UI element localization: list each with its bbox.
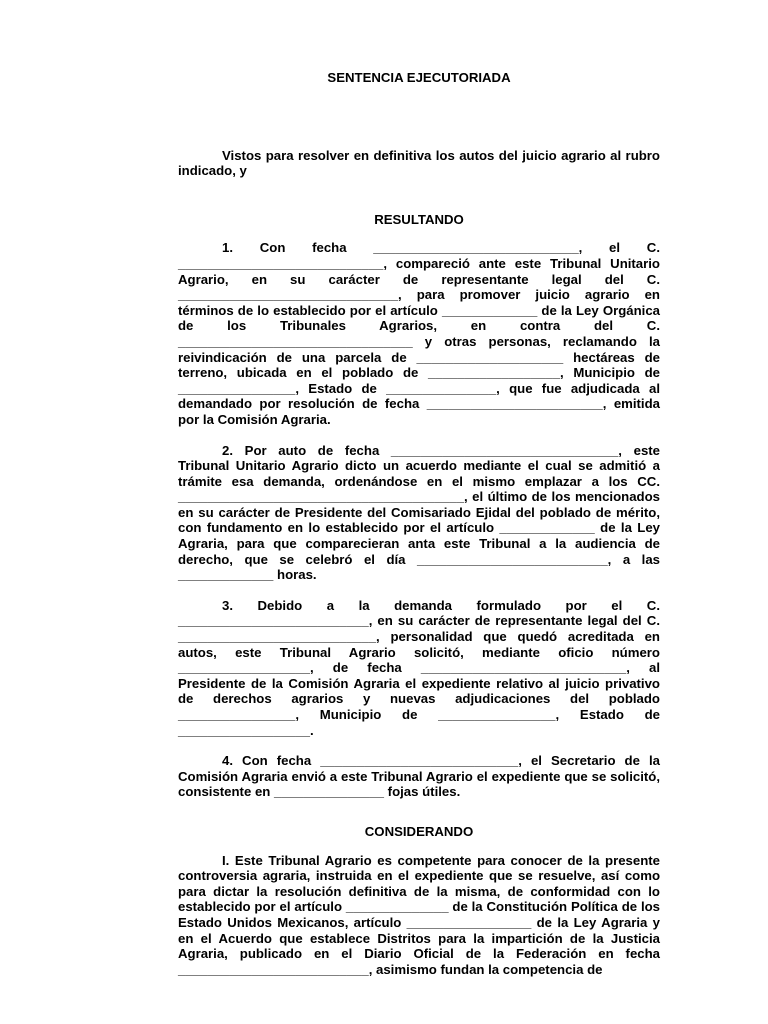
intro-paragraph: Vistos para resolver en definitiva los autos del juicio agrario al rubro indicado, y [178,147,660,179]
paragraph-2: 2. Por auto de fecha _______________________________, este Tribunal Unitario Agrario dicto un acuerdo mediante el cual se admitió a trámite esa demanda, ordenándose en el mismo emplazar a los CC. _______________________________________, el último de los mencionados en su carácter de Presidente del Comisariado Ejidal del poblado de mérito, con fundamento en lo establecido por el artículo _____________ de la Ley Agraria, para que comparecieran anta este Tribunal a la audiencia de derecho, que se celebró el día __________________________, a las _____________ horas. [178,442,660,583]
paragraph-4: 4. Con fecha ___________________________, el Secretario de la Comisión Agraria envió a este Tribunal Agrario el expediente que se solicitó, consistente en _______________ fojas útiles. [178,753,660,800]
paragraph-5: I. Este Tribunal Agrario es competente para conocer de la presente controversia agraria, instruida en el expediente que se resuelve, así como para dictar la resolución definitiva de la misma, de conformidad con lo establecido por el artículo ______________ de la Constitución Política de los Estado Unidos Mexicanos, artículo _________________ de la Ley Agraria y en el Acuerdo que establece Distritos para la impartición de la Justicia Agraria, publicado en el Diario Oficial de la Federación en fecha __________________________, asimismo fundan la competencia de [178,852,660,977]
document-page [178,70,660,977]
heading-considerando: CONSIDERANDO [364,823,474,839]
heading-resultando: RESULTANDO [374,211,464,227]
document-title: SENTENCIA EJECUTORIADA [327,70,511,85]
paragraph-3: 3. Debido a la demanda formulado por el C. __________________________, en su carácter de representante legal del C. ___________________________, personalidad que quedó acreditada en autos, este Tribunal Agrario solicitó, mediante oficio número __________________, de fecha ____________________________, al Presidente de la Comisión Agraria el expediente relativo al juicio privativo de derechos agrarios y nuevas adjudicaciones del poblado ________________, Municipio de ________________, Estado de __________________. [178,597,660,738]
paragraph-1: 1. Con fecha ____________________________, el C. ____________________________, compareció ante este Tribunal Unitario Agrario, en su carácter de representante legal del C. ______________________________, para promover juicio agrario en términos de lo establecido por el artículo _____________ de la Ley Orgánica de los Tribunales Agrarios, en contra del C. ________________________________ y otras personas, reclamando la reivindicación de una parcela de ____________________ hectáreas de terreno, ubicada en el poblado de __________________, Municipio de ________________, Estado de _______________, que fue adjudicada al demandado por resolución de fecha ________________________, emitida por la Comisión Agraria. [178,240,660,427]
